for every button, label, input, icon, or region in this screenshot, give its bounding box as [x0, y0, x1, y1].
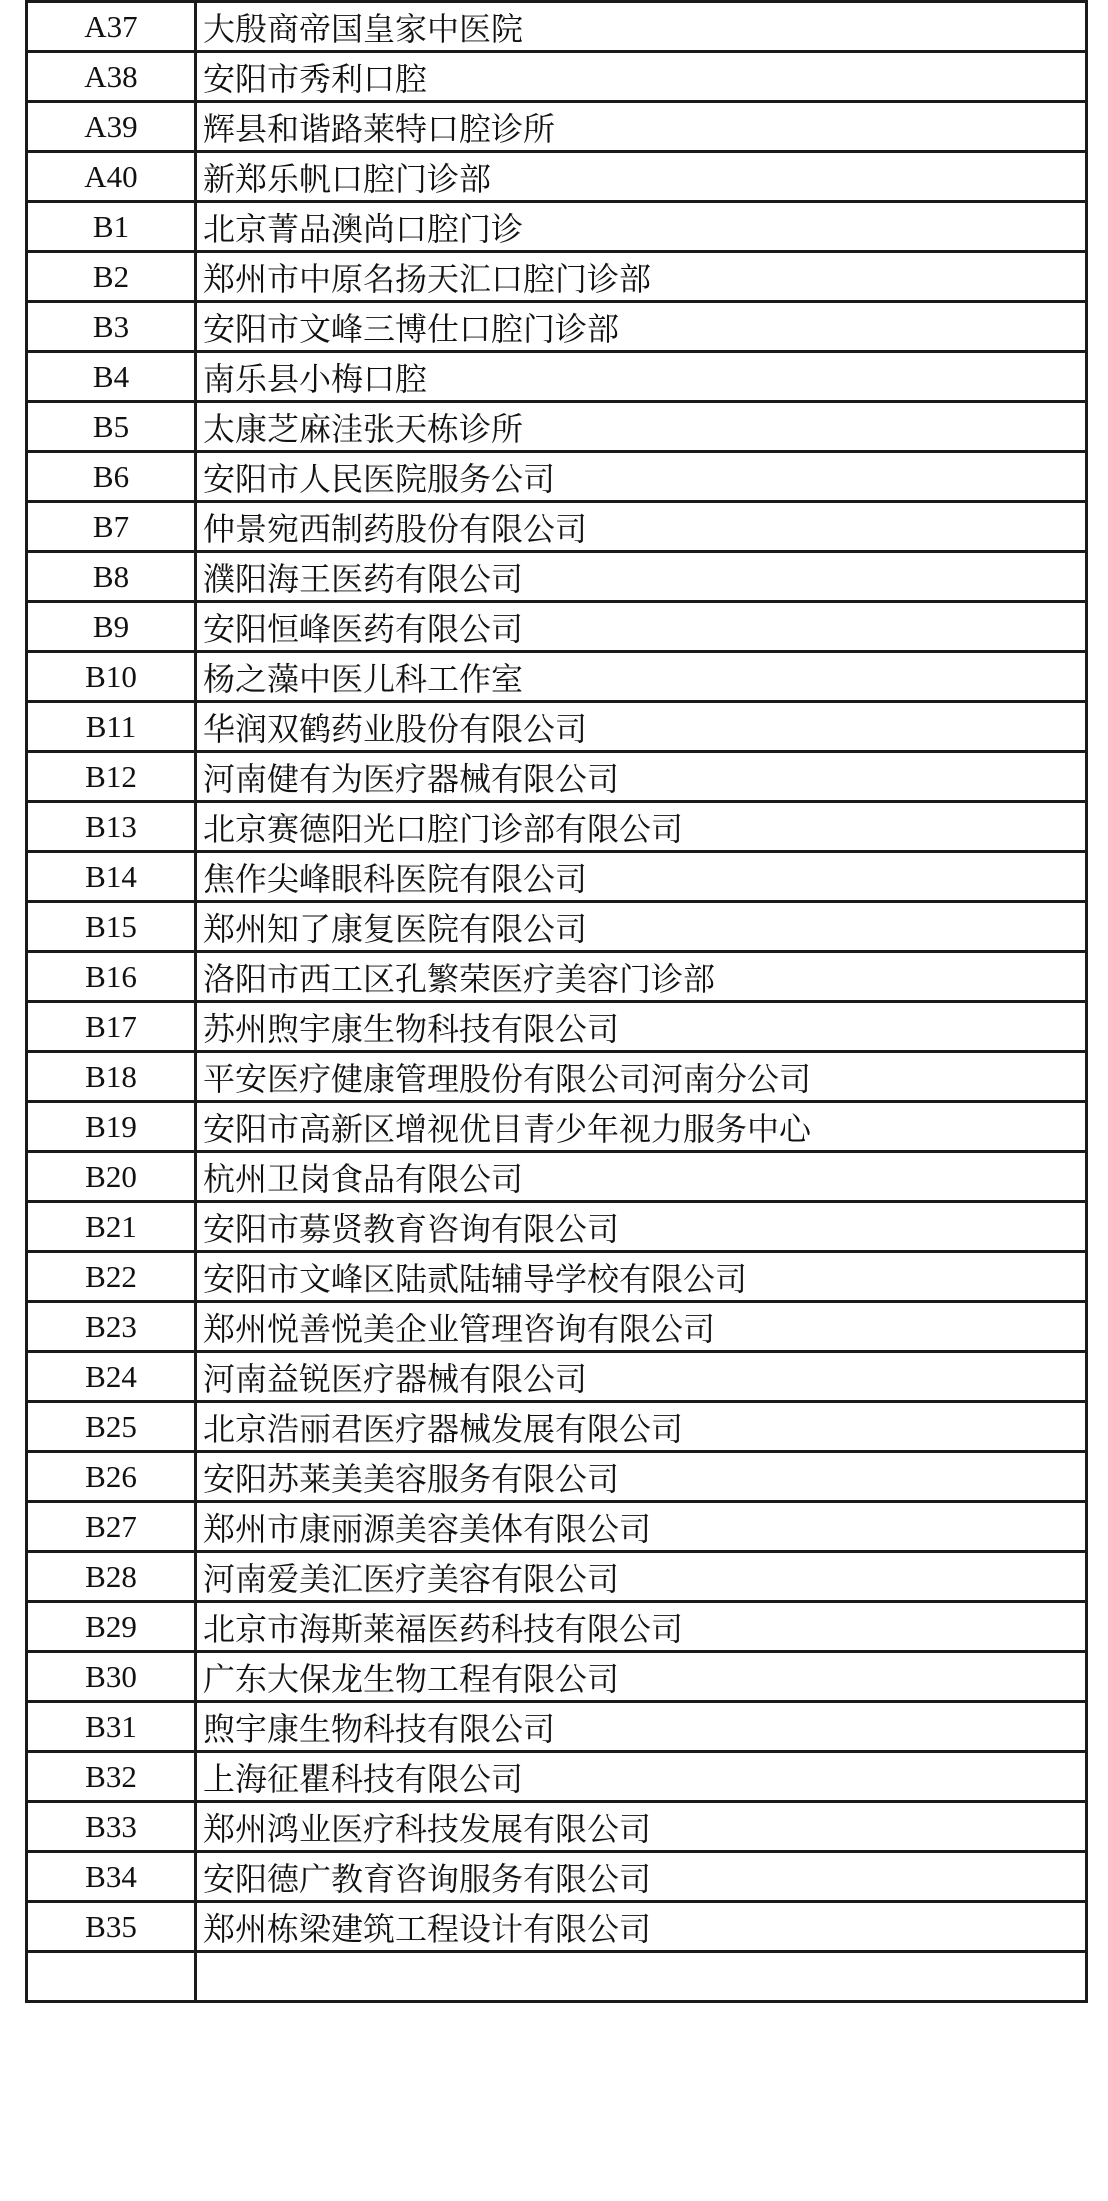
booth-code-cell: A38 — [27, 52, 196, 102]
company-name-cell: 北京菁品澳尚口腔门诊 — [196, 202, 1087, 252]
company-name-cell: 煦宇康生物科技有限公司 — [196, 1702, 1087, 1752]
booth-code-cell: B3 — [27, 302, 196, 352]
company-name-cell: 广东大保龙生物工程有限公司 — [196, 1652, 1087, 1702]
company-name-cell — [196, 1952, 1087, 2002]
booth-code-cell: B5 — [27, 402, 196, 452]
booth-code-cell: B8 — [27, 552, 196, 602]
company-name-cell: 苏州煦宇康生物科技有限公司 — [196, 1002, 1087, 1052]
company-name-cell: 平安医疗健康管理股份有限公司河南分公司 — [196, 1052, 1087, 1102]
booth-code-cell: B9 — [27, 602, 196, 652]
company-name-cell: 安阳市人民医院服务公司 — [196, 452, 1087, 502]
table-body — [27, 0, 1087, 2002]
company-name-cell: 焦作尖峰眼科医院有限公司 — [196, 852, 1087, 902]
booth-code-cell: A39 — [27, 102, 196, 152]
booth-code-cell: A37 — [27, 2, 196, 52]
company-name-cell: 安阳恒峰医药有限公司 — [196, 602, 1087, 652]
company-name-cell: 郑州市康丽源美容美体有限公司 — [196, 1502, 1087, 1552]
company-name-cell: 北京浩丽君医疗器械发展有限公司 — [196, 1402, 1087, 1452]
table-row — [27, 2, 1087, 52]
company-name-cell: 洛阳市西工区孔繁荣医疗美容门诊部 — [196, 952, 1087, 1002]
booth-code-cell: B18 — [27, 1052, 196, 1102]
company-name-cell: 上海征瞿科技有限公司 — [196, 1752, 1087, 1802]
company-name-cell: 安阳苏莱美美容服务有限公司 — [196, 1452, 1087, 1502]
table-row — [27, 1202, 1087, 1252]
company-name-cell: 北京市海斯莱福医药科技有限公司 — [196, 1602, 1087, 1652]
company-name-cell: 郑州悦善悦美企业管理咨询有限公司 — [196, 1302, 1087, 1352]
booth-code-cell: B31 — [27, 1702, 196, 1752]
booth-code-cell: B26 — [27, 1452, 196, 1502]
exhibitor-table-sheet — [25, 0, 1088, 2003]
company-name-cell: 郑州鸿业医疗科技发展有限公司 — [196, 1802, 1087, 1852]
table-row — [27, 1102, 1087, 1152]
company-name-cell: 安阳市募贤教育咨询有限公司 — [196, 1202, 1087, 1252]
booth-code-cell: A40 — [27, 152, 196, 202]
table-row — [27, 1752, 1087, 1802]
booth-code-cell: B13 — [27, 802, 196, 852]
company-name-cell: 太康芝麻洼张天栋诊所 — [196, 402, 1087, 452]
company-name-cell: 河南健有为医疗器械有限公司 — [196, 752, 1087, 802]
booth-code-cell: B20 — [27, 1152, 196, 1202]
table-row — [27, 1452, 1087, 1502]
table-row — [27, 502, 1087, 552]
booth-code-cell: B11 — [27, 702, 196, 752]
booth-code-cell: B17 — [27, 1002, 196, 1052]
booth-code-cell: B25 — [27, 1402, 196, 1452]
table-row — [27, 1152, 1087, 1202]
company-name-cell: 安阳市高新区增视优目青少年视力服务中心 — [196, 1102, 1087, 1152]
booth-code-cell: B23 — [27, 1302, 196, 1352]
booth-code-cell: B35 — [27, 1902, 196, 1952]
company-name-cell: 新郑乐帆口腔门诊部 — [196, 152, 1087, 202]
company-name-cell: 河南益锐医疗器械有限公司 — [196, 1352, 1087, 1402]
table-row — [27, 1002, 1087, 1052]
company-name-cell: 安阳德广教育咨询服务有限公司 — [196, 1852, 1087, 1902]
table-row — [27, 952, 1087, 1002]
booth-code-cell: B21 — [27, 1202, 196, 1252]
table-row — [27, 1302, 1087, 1352]
booth-code-cell: B28 — [27, 1552, 196, 1602]
table-row — [27, 52, 1087, 102]
table-row — [27, 1902, 1087, 1952]
table-row — [27, 1652, 1087, 1702]
booth-code-cell: B24 — [27, 1352, 196, 1402]
company-name-cell: 南乐县小梅口腔 — [196, 352, 1087, 402]
table-row — [27, 652, 1087, 702]
booth-code-cell: B32 — [27, 1752, 196, 1802]
table-row — [27, 1052, 1087, 1102]
company-name-cell: 辉县和谐路莱特口腔诊所 — [196, 102, 1087, 152]
booth-code-cell: B6 — [27, 452, 196, 502]
booth-code-cell: B33 — [27, 1802, 196, 1852]
table-row — [27, 1552, 1087, 1602]
table-row — [27, 1352, 1087, 1402]
company-name-cell: 仲景宛西制药股份有限公司 — [196, 502, 1087, 552]
company-name-cell: 河南爱美汇医疗美容有限公司 — [196, 1552, 1087, 1602]
table-row — [27, 202, 1087, 252]
company-name-cell: 郑州市中原名扬天汇口腔门诊部 — [196, 252, 1087, 302]
table-row — [27, 302, 1087, 352]
booth-code-cell: B30 — [27, 1652, 196, 1702]
table-row — [27, 402, 1087, 452]
table-row — [27, 252, 1087, 302]
booth-code-cell: B4 — [27, 352, 196, 402]
booth-code-cell: B10 — [27, 652, 196, 702]
table-row — [27, 602, 1087, 652]
booth-code-cell: B16 — [27, 952, 196, 1002]
table-row — [27, 1252, 1087, 1302]
booth-code-cell: B15 — [27, 902, 196, 952]
exhibitor-table — [25, 0, 1088, 2003]
booth-code-cell: B1 — [27, 202, 196, 252]
table-row — [27, 102, 1087, 152]
company-name-cell: 郑州栋梁建筑工程设计有限公司 — [196, 1902, 1087, 1952]
table-row — [27, 152, 1087, 202]
table-row — [27, 1702, 1087, 1752]
table-row — [27, 552, 1087, 602]
company-name-cell: 北京赛德阳光口腔门诊部有限公司 — [196, 802, 1087, 852]
booth-code-cell: B34 — [27, 1852, 196, 1902]
table-row — [27, 352, 1087, 402]
table-row — [27, 1952, 1087, 2002]
table-row — [27, 852, 1087, 902]
company-name-cell: 杨之藻中医儿科工作室 — [196, 652, 1087, 702]
table-row — [27, 1502, 1087, 1552]
company-name-cell: 杭州卫岗食品有限公司 — [196, 1152, 1087, 1202]
company-name-cell: 华润双鹤药业股份有限公司 — [196, 702, 1087, 752]
company-name-cell: 安阳市文峰区陆贰陆辅导学校有限公司 — [196, 1252, 1087, 1302]
booth-code-cell: B19 — [27, 1102, 196, 1152]
company-name-cell: 大殷商帝国皇家中医院 — [196, 2, 1087, 52]
table-row — [27, 702, 1087, 752]
booth-code-cell: B7 — [27, 502, 196, 552]
booth-code-cell: B14 — [27, 852, 196, 902]
table-row — [27, 1402, 1087, 1452]
booth-code-cell — [27, 1952, 196, 2002]
booth-code-cell: B12 — [27, 752, 196, 802]
booth-code-cell: B2 — [27, 252, 196, 302]
table-row — [27, 752, 1087, 802]
table-row — [27, 452, 1087, 502]
booth-code-cell: B29 — [27, 1602, 196, 1652]
company-name-cell: 濮阳海王医药有限公司 — [196, 552, 1087, 602]
table-row — [27, 802, 1087, 852]
company-name-cell: 安阳市文峰三博仕口腔门诊部 — [196, 302, 1087, 352]
table-row — [27, 902, 1087, 952]
table-row — [27, 1852, 1087, 1902]
table-row — [27, 1602, 1087, 1652]
company-name-cell: 郑州知了康复医院有限公司 — [196, 902, 1087, 952]
company-name-cell: 安阳市秀利口腔 — [196, 52, 1087, 102]
booth-code-cell: B22 — [27, 1252, 196, 1302]
table-row — [27, 1802, 1087, 1852]
booth-code-cell: B27 — [27, 1502, 196, 1552]
